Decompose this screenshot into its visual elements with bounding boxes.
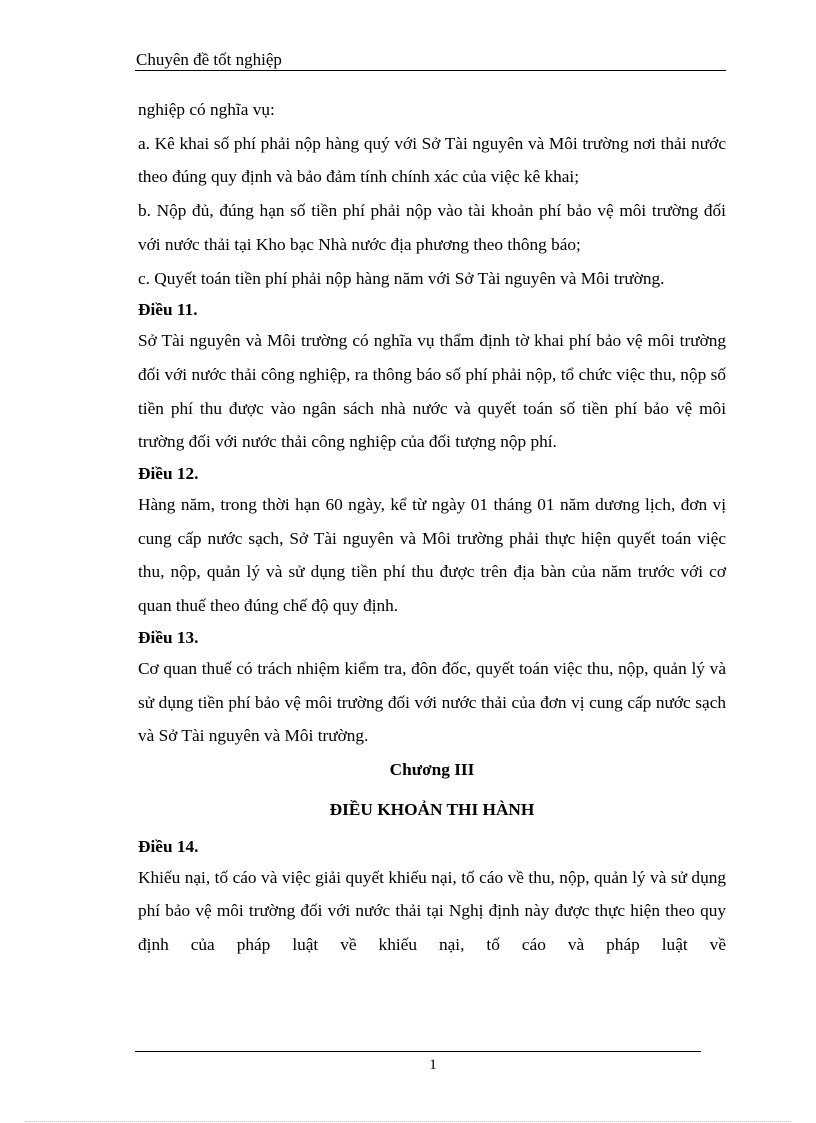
footer-divider (135, 1051, 701, 1052)
page-number: 1 (429, 1057, 437, 1073)
article-11-text: Sở Tài nguyên và Môi trường có nghĩa vụ thẩm định tờ khai phí bảo vệ môi trường đối với nước thải công nghiệp, ra thông báo số phí phải nộp, tổ chức việc thu, nộp số tiền phí thu được vào ngân sách nhà nước và quyết toán số tiền phí bảo vệ môi trường đối với nước thải công nghiệp của đối tượng nộp phí. (138, 331, 726, 452)
intro-line: nghiệp có nghĩa vụ: (138, 100, 275, 119)
document-body (138, 93, 726, 962)
page-boundary (25, 1121, 791, 1122)
list-item-a: a. Kê khai số phí phải nộp hàng quý với Sở Tài nguyên và Môi trường nơi thải nước theo đúng quy định và bảo đảm tính chính xác của việc kê khai; (138, 133, 726, 187)
article-13-heading: Điều 13. (138, 627, 199, 647)
article-12-text: Hàng năm, trong thời hạn 60 ngày, kể từ ngày 01 tháng 01 năm dương lịch, đơn vị cung cấp nước sạch, Sở Tài nguyên và Môi trường phải thực hiện quyết toán việc thu, nộp, quản lý và sử dụng tiền phí thu được trên địa bàn của năm trước với cơ quan thuế theo đúng chế độ quy định. (138, 495, 726, 616)
article-12-heading: Điều 12. (138, 464, 199, 484)
article-14-heading: Điều 14. (138, 836, 199, 856)
article-14-text: Khiếu nại, tố cáo và việc giải quyết khiếu nại, tố cáo về thu, nộp, quản lý và sử dụng phí bảo vệ môi trường đối với nước thải tại Nghị định này được thực hiện theo quy định của pháp luật về khiếu nại, tố cáo và pháp luật về (138, 867, 726, 955)
running-header-title: Chuyên đề tốt nghiệp (136, 50, 282, 69)
list-item-b: b. Nộp đủ, đúng hạn số tiền phí phải nộp vào tài khoản phí bảo vệ môi trường đối với nước thải tại Kho bạc Nhà nước địa phương theo thông báo; (138, 201, 726, 254)
list-item-c: c. Quyết toán tiền phí phải nộp hàng năm với Sở Tài nguyên và Môi trường. (138, 268, 665, 288)
chapter-title: ĐIỀU KHOẢN THI HÀNH (329, 799, 535, 819)
article-13-text: Cơ quan thuế có trách nhiệm kiểm tra, đôn đốc, quyết toán việc thu, nộp, quản lý và sử dụng tiền phí bảo vệ môi trường đối với nước thải của đơn vị cung cấp nước sạch và Sở Tài nguyên và Môi trường. (138, 658, 726, 746)
chapter-label: Chương III (389, 759, 475, 779)
article-11-heading: Điều 11. (138, 300, 198, 320)
header-divider (135, 70, 726, 71)
